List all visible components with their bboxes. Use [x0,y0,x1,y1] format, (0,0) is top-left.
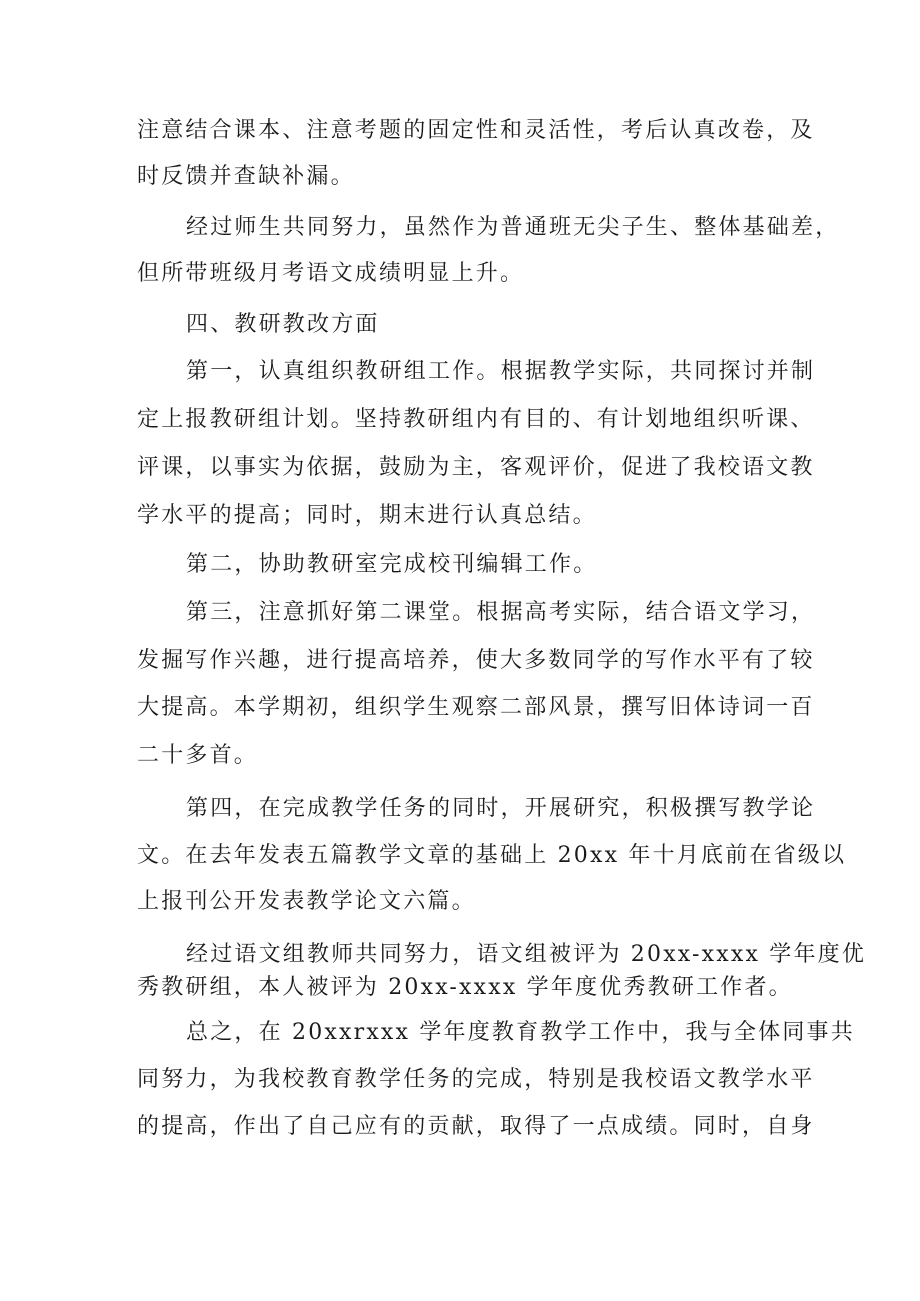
text-line: 学水平的提高；同时，期末进行认真总结。 [137,503,597,528]
text-line: 秀教研组，本人被评为 20xx-xxxx 学年度优秀教研工作者。 [137,975,793,1000]
text-line: 发掘写作兴趣，进行提高培养，使大多数同学的写作水平有了较 [137,648,815,673]
text-line: 文。在去年发表五篇教学文章的基础上 20xx 年十月底前在省级以 [137,843,847,868]
text-line: 总之，在 20xxrxxx 学年度教育教学工作中，我与全体同事共 [186,1020,855,1045]
section-heading: 四、教研教改方面 [186,312,380,337]
text-line: 但所带班级月考语文成绩明显上升。 [137,261,525,286]
text-line: 时反馈并查缺补漏。 [137,164,355,189]
text-line: 经过师生共同努力，虽然作为普通班无尖子生、整体基础差， [186,215,840,240]
text-line: 评课，以事实为依据，鼓励为主，客观评价，促进了我校语文教 [137,455,815,480]
text-line: 同努力，为我校教育教学任务的完成，特别是我校语文教学水平 [137,1067,815,1092]
text-line: 注意结合课本、注意考题的固定性和灵活性，考后认真改卷，及 [137,118,815,143]
text-line: 的提高，作出了自己应有的贡献，取得了一点成绩。同时，自身 [137,1114,815,1139]
text-line: 第四，在完成教学任务的同时，开展研究，积极撰写教学论 [186,796,816,821]
text-line: 二十多首。 [137,743,259,768]
text-line: 第二，协助教研室完成校刊编辑工作。 [186,552,598,577]
text-line: 定上报教研组计划。坚持教研组内有目的、有计划地组织听课、 [137,407,815,432]
text-line: 上报刊公开发表教学论文六篇。 [137,889,476,914]
text-line: 第三，注意抓好第二课堂。根据高考实际，结合语文学习， [186,600,816,625]
text-line: 大提高。本学期初，组织学生观察二部风景，撰写旧体诗词一百 [137,695,815,720]
text-line: 经过语文组教师共同努力，语文组被评为 20xx-xxxx 学年度优 [186,942,867,967]
text-line: 第一，认真组织教研组工作。根据教学实际，共同探讨并制 [186,359,816,384]
